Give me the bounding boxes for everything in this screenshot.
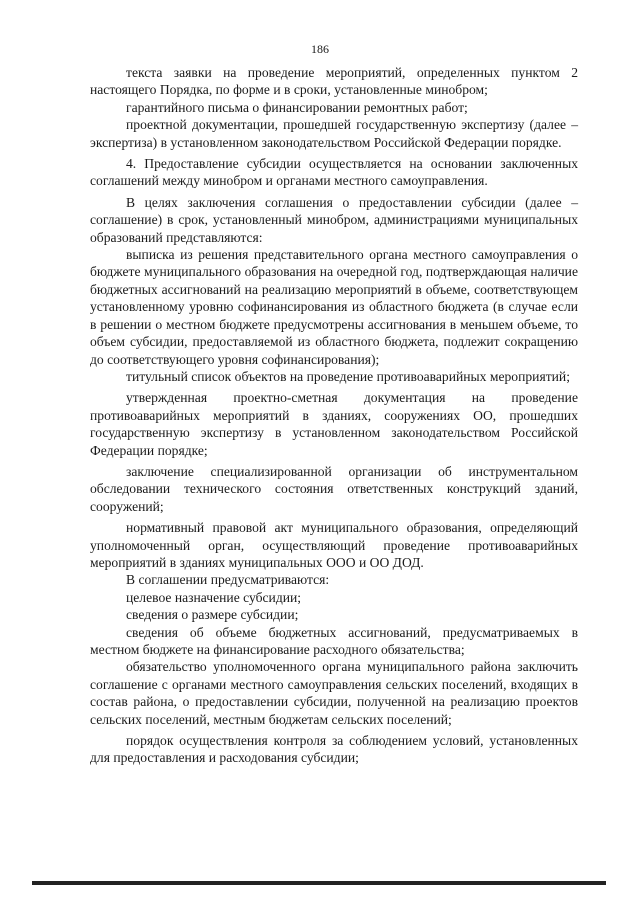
- paragraph: сведения о размере субсидии;: [126, 607, 299, 623]
- paragraph: В соглашении предусматриваются:: [126, 572, 330, 588]
- paragraph: порядок осуществления контроля за соблюдением условий, установленных для предоставления и расходования субсидии;: [90, 733, 578, 766]
- document-body: [90, 64, 578, 767]
- paragraph: титульный список объектов на проведение противоаварийных мероприятий;: [126, 368, 570, 384]
- bottom-rule: [32, 881, 606, 885]
- paragraph: В целях заключения соглашения о предоставлении субсидии (далее – соглашение) в срок, установленный минобром, администрациями муниципальных образований представляются:: [90, 194, 578, 245]
- paragraph: утвержденная проектно-сметная документация на проведение противоаварийных мероприятий в зданиях, сооружениях ОО, прошедших государственную экспертизу в установленном законодательством Российской Федерации порядке;: [90, 390, 578, 458]
- paragraph: заключение специализированной организации об инструментальном обследовании технического состояния ответственных конструкций зданий, сооружений;: [90, 463, 578, 514]
- paragraph: целевое назначение субсидии;: [126, 589, 302, 605]
- paragraph: проектной документации, прошедшей государственную экспертизу (далее – экспертиза) в установленном законодательством Российской Федерации порядке.: [90, 117, 578, 150]
- page-number: 186: [311, 42, 329, 56]
- paragraph: 4. Предоставление субсидии осуществляется на основании заключенных соглашений между минобром и органами местного самоуправления.: [90, 156, 578, 189]
- paragraph: гарантийного письма о финансировании ремонтных работ;: [126, 99, 468, 115]
- paragraph: выписка из решения представительного органа местного самоуправления о бюджете муниципального образования на очередной год, подтверждающая наличие бюджетных ассигнований на реализацию мероприятий в объеме, соответствующем установленному уровню софинансирования из областного бюджета (в случае если в решении о местном бюджете предусмотрены ассигнования в меньшем объеме, то объем субсидии, предоставляемой из областного бюджета, подлежит сокращению до соответствующего уровня софинансирования);: [90, 247, 578, 367]
- paragraph: нормативный правовой акт муниципального образования, определяющий уполномоченный орган, осуществляющий проведение противоаварийных мероприятий в зданиях муниципальных ООО и ОО ДОД.: [90, 520, 578, 570]
- paragraph: обязательство уполномоченного органа муниципального района заключить соглашение с органами местного самоуправления сельских поселений, входящих в состав района, о предоставлении субсидии, полученной на реализацию проектов сельских поселений, местным бюджетам сельских поселений;: [90, 659, 578, 727]
- paragraph: текста заявки на проведение мероприятий, определенных пунктом 2 настоящего Порядка, по форме и в сроки, установленные минобром;: [90, 65, 578, 98]
- paragraph: сведения об объеме бюджетных ассигнований, предусматриваемых в местном бюджете на финансирование расходного обязательства;: [90, 624, 578, 657]
